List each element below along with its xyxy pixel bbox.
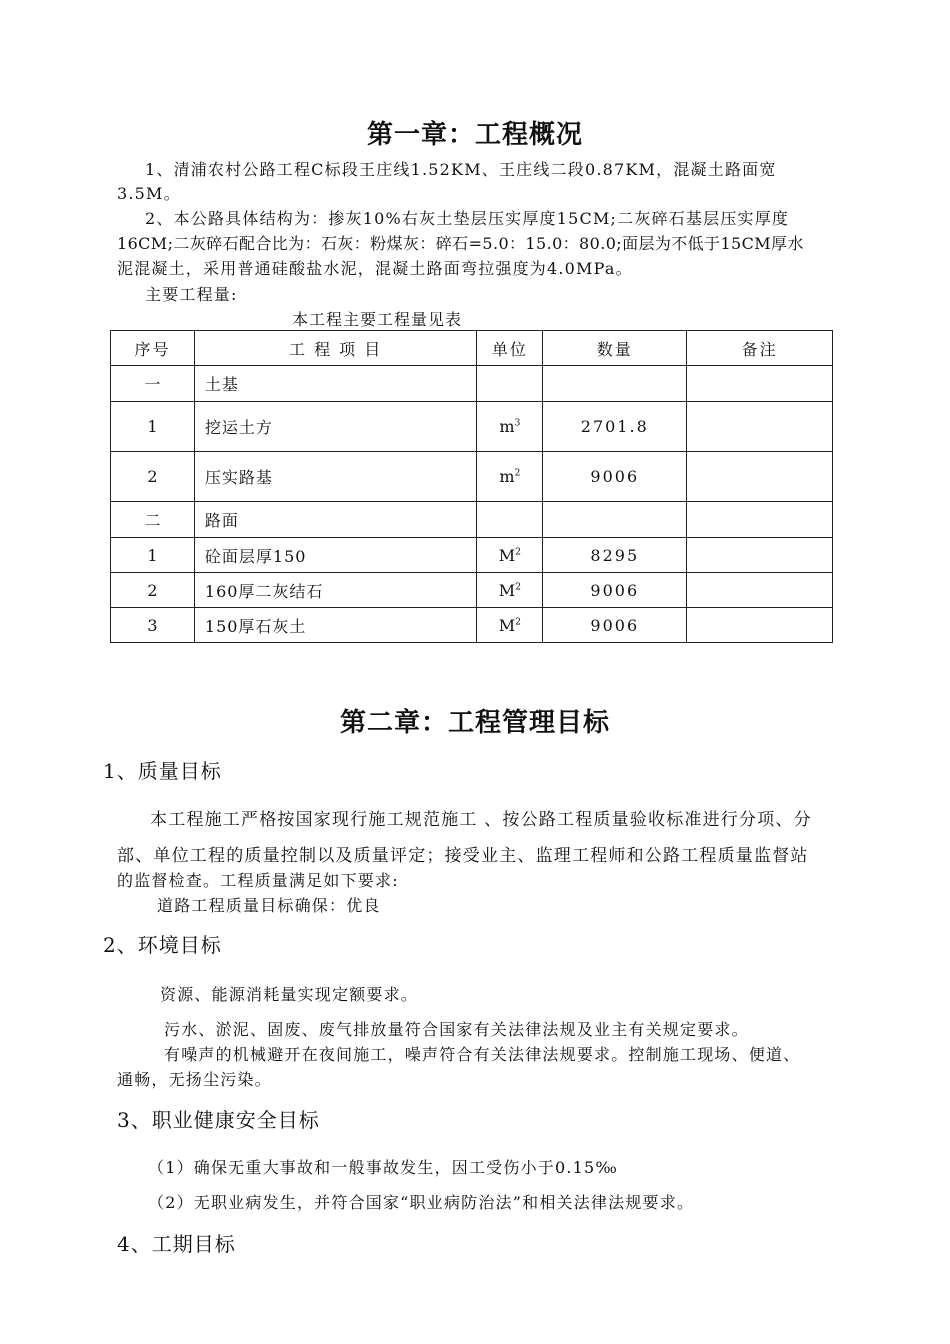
row-no: 二 <box>111 502 195 538</box>
overview-para-2-line-2: 16CM;二灰碎石配合比为：石灰：粉煤灰：碎石=5.0：15.0：80.0;面层为不低于15CM厚水 <box>117 234 804 253</box>
section-quality-title: 1、质量目标 <box>103 759 222 783</box>
chapter-2-title: 第二章：工程管理目标 <box>339 708 610 738</box>
table-row <box>111 502 833 538</box>
row-note <box>687 452 833 502</box>
row-quantity: 9006 <box>543 573 687 608</box>
environment-line-4: 通畅，无扬尘污染。 <box>117 1070 272 1089</box>
row-item: 150厚石灰土 <box>194 608 477 643</box>
table-row <box>111 538 833 573</box>
quality-line-2: 部、单位工程的质量控制以及质量评定；接受业主、监理工程师和公路工程质量监督站 <box>117 846 809 866</box>
header-quantity: 数量 <box>543 331 687 366</box>
row-note <box>687 366 833 402</box>
row-quantity: 9006 <box>543 608 687 643</box>
header-unit: 单位 <box>477 331 543 366</box>
row-unit <box>477 502 543 538</box>
table-row <box>111 608 833 643</box>
environment-line-2: 污水、淤泥、固废、废气排放量符合国家有关法律法规及业主有关规定要求。 <box>164 1020 749 1039</box>
row-item: 压实路基 <box>194 452 477 502</box>
row-no: 2 <box>111 452 195 502</box>
header-note: 备注 <box>687 331 833 366</box>
row-unit: $m^3$ <box>477 402 543 452</box>
overview-para-1-line-2: 3.5M。 <box>117 184 181 203</box>
table-row <box>111 366 833 402</box>
row-no: 1 <box>111 402 195 452</box>
section-safety-title: 3、职业健康安全目标 <box>117 1108 320 1132</box>
row-unit: $M^2$ <box>477 573 543 608</box>
row-unit: $m^2$ <box>477 452 543 502</box>
row-quantity <box>543 366 687 402</box>
row-note <box>687 573 833 608</box>
row-note <box>687 538 833 573</box>
quality-line-3: 的监督检查。工程质量满足如下要求: <box>117 871 399 890</box>
environment-line-3: 有噪声的机械避开在夜间施工，噪声符合有关法律法规要求。控制施工现场、便道、 <box>164 1045 801 1064</box>
row-item: 160厚二灰结石 <box>194 573 477 608</box>
row-note <box>687 608 833 643</box>
table-row <box>111 402 833 452</box>
table-header-row <box>111 331 833 366</box>
row-no: 一 <box>111 366 195 402</box>
overview-para-1-line-1: 1、清浦农村公路工程C标段王庄线1.52KM、王庄线二段0.87KM，混凝土路面宽 <box>145 160 777 179</box>
chapter-1-title: 第一章：工程概况 <box>366 120 583 150</box>
row-item: 挖运土方 <box>194 402 477 452</box>
quantity-table <box>110 330 833 643</box>
row-quantity: 2701.8 <box>543 402 687 452</box>
table-caption: 本工程主要工程量见表 <box>292 310 463 329</box>
row-no: 2 <box>111 573 195 608</box>
section-schedule-title: 4、工期目标 <box>117 1232 236 1256</box>
safety-line-1: （1）确保无重大事故和一般事故发生，因工受伤小于0.15‰ <box>148 1158 619 1177</box>
row-item: 砼面层厚150 <box>194 538 477 573</box>
row-item: 土基 <box>194 366 477 402</box>
header-no: 序号 <box>111 331 195 366</box>
row-unit <box>477 366 543 402</box>
row-no: 3 <box>111 608 195 643</box>
header-item: 工 程 项 目 <box>194 331 477 366</box>
overview-para-2-line-3: 泥混凝土，采用普通硅酸盐水泥，混凝土路面弯拉强度为4.0MPa。 <box>117 259 633 278</box>
row-no: 1 <box>111 538 195 573</box>
row-item: 路面 <box>194 502 477 538</box>
quality-line-1: 本工程施工严格按国家现行施工规范施工 、按公路工程质量验收标准进行分项、分 <box>150 810 812 830</box>
row-note <box>687 402 833 452</box>
row-unit: $M^2$ <box>477 608 543 643</box>
quality-line-4: 道路工程质量目标确保：优良 <box>157 896 381 915</box>
table-row <box>111 452 833 502</box>
row-quantity: 9006 <box>543 452 687 502</box>
table-row <box>111 573 833 608</box>
row-note <box>687 502 833 538</box>
row-quantity: 8295 <box>543 538 687 573</box>
section-environment-title: 2、环境目标 <box>103 933 222 957</box>
row-unit: $M^2$ <box>477 538 543 573</box>
row-quantity <box>543 502 687 538</box>
safety-line-2: （2）无职业病发生，并符合国家“职业病防治法”和相关法律法规要求。 <box>148 1193 695 1212</box>
environment-line-1: 资源、能源消耗量实现定额要求。 <box>160 985 419 1004</box>
overview-para-2-line-1: 2、本公路具体结构为：掺灰10%右灰土垫层压实厚度15CM;二灰碎石基层压实厚度 <box>145 209 790 228</box>
main-quantity-label: 主要工程量: <box>145 285 238 304</box>
